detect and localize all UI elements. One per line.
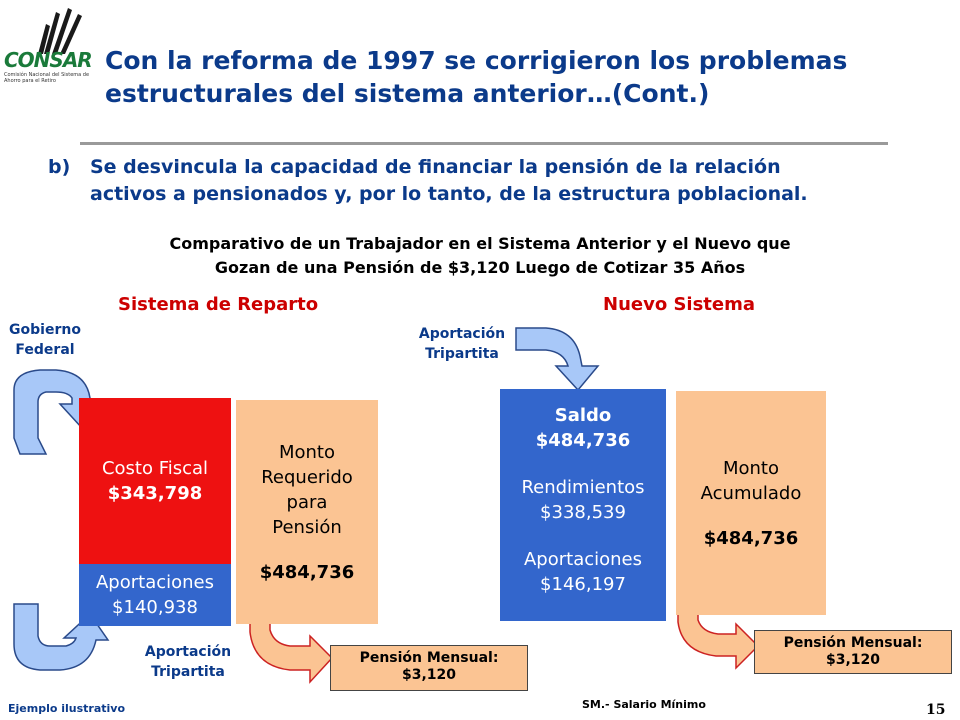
point-line-1: Se desvincula la capacidad de financiar la pensión de la relación xyxy=(90,156,781,178)
aportaciones-reparto-value: $140,938 xyxy=(112,597,198,618)
monto-acumulado-value: $484,736 xyxy=(703,527,799,549)
monto-requerido-line-3: para xyxy=(286,491,328,513)
subtitle-line-2: Gozan de una Pensión de $3,120 Luego de Cotizar 35 Años xyxy=(214,258,746,277)
aportaciones-reparto-box xyxy=(79,564,231,626)
reparto-heading: Sistema de Reparto xyxy=(118,294,319,315)
rendimientos-label: Rendimientos xyxy=(521,477,645,498)
logo-subtitle: Comisión Nacional del Sistema de Ahorro para el Retiro xyxy=(4,72,90,84)
monto-requerido-line-4: Pensión xyxy=(272,516,342,538)
monto-acumulado-box xyxy=(676,391,826,615)
page-number: 15 xyxy=(926,702,946,718)
pension-reparto-arrow-icon xyxy=(250,622,332,682)
monto-requerido-box xyxy=(236,400,378,624)
gobierno-line-1: Gobierno xyxy=(9,322,81,338)
saldo-box xyxy=(500,389,666,621)
tripartita-reparto-line-1: Aportación xyxy=(144,644,232,660)
aportaciones-nuevo-label: Aportaciones xyxy=(523,549,642,570)
point-label: b) xyxy=(48,156,71,178)
costo-fiscal-value: $343,798 xyxy=(107,483,203,504)
monto-requerido-value: $484,736 xyxy=(259,561,355,583)
gobierno-line-2: Federal xyxy=(15,342,75,358)
footer-note-left: Ejemplo ilustrativo xyxy=(8,702,126,715)
nuevo-heading: Nuevo Sistema xyxy=(603,294,756,315)
monto-requerido-line-2: Requerido xyxy=(261,466,353,488)
saldo-label: Saldo xyxy=(554,405,612,426)
pension-reparto-label: Pensión Mensual: xyxy=(359,650,499,666)
pension-nuevo-arrow-icon xyxy=(678,614,758,668)
saldo-value: $484,736 xyxy=(535,430,631,451)
pension-mensual-nuevo xyxy=(754,630,952,674)
title-line-1: Con la reforma de 1997 se corrigieron los problemas xyxy=(105,46,848,75)
monto-acumulado-line-1: Monto xyxy=(722,457,780,479)
aportaciones-reparto-label: Aportaciones xyxy=(95,572,214,593)
pension-mensual-reparto xyxy=(330,645,528,691)
rendimientos-value: $338,539 xyxy=(540,502,626,523)
point-line-2: activos a pensionados y, por lo tanto, de la estructura poblacional. xyxy=(90,183,808,205)
tripartita-nuevo-line-2: Tripartita xyxy=(425,346,499,362)
aportaciones-nuevo-value: $146,197 xyxy=(540,574,626,595)
tripartita-nuevo-label xyxy=(402,324,522,364)
tripartita-reparto-label xyxy=(128,642,248,682)
title-line-2: estructurales del sistema anterior…(Cont.) xyxy=(105,79,710,108)
footer-note-center: SM.- Salario Mínimo xyxy=(582,698,706,711)
tripartita-nuevo-line-1: Aportación xyxy=(418,326,506,342)
subtitle-line-1: Comparativo de un Trabajador en el Sistema Anterior y el Nuevo que xyxy=(169,234,791,253)
logo-text: CONSAR xyxy=(4,48,92,72)
tripartita-nuevo-arrow-icon xyxy=(516,328,598,390)
pension-nuevo-value: $3,120 xyxy=(825,652,881,668)
monto-requerido-line-1: Monto xyxy=(278,441,336,463)
costo-fiscal-label: Costo Fiscal xyxy=(101,458,209,479)
gobierno-federal-label xyxy=(2,320,88,360)
pension-nuevo-label: Pensión Mensual: xyxy=(783,635,923,651)
tripartita-reparto-line-2: Tripartita xyxy=(151,664,225,680)
pension-reparto-value: $3,120 xyxy=(401,667,457,683)
costo-fiscal-box xyxy=(79,398,231,564)
monto-acumulado-line-2: Acumulado xyxy=(700,482,802,504)
